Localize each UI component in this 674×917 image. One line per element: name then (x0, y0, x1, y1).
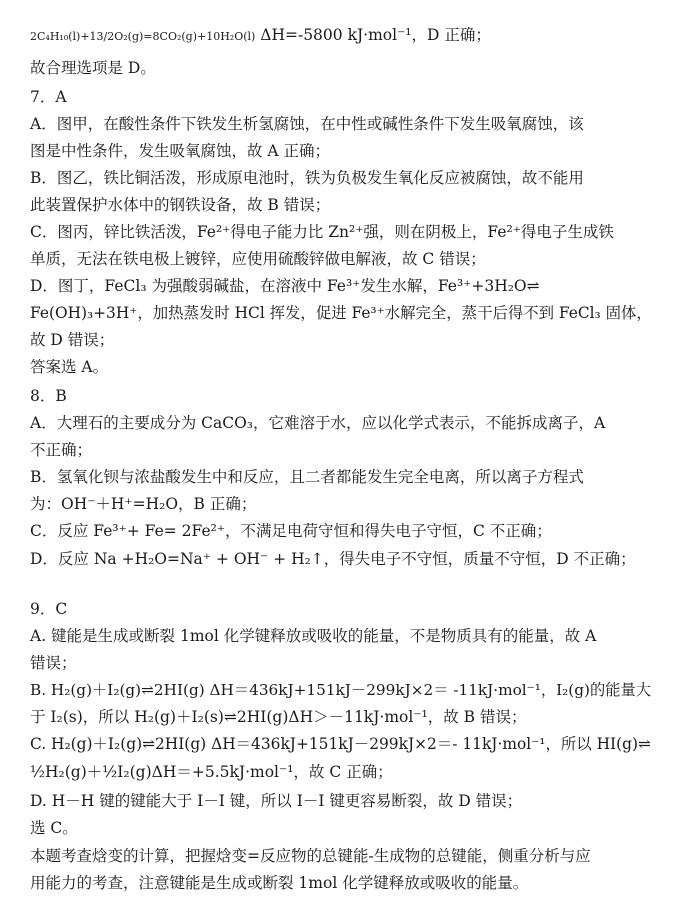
text-line: 于 I₂(s)，所以 H₂(g)＋I₂(s)⇌2HI(g)ΔH＞－11kJ·mol⁻¹，故 B 错误； (30, 708, 527, 726)
text-line: 答案选 A。 (30, 358, 109, 376)
question-number: 7．A (30, 88, 67, 106)
text-line: 故合理选项是 D。 (30, 59, 156, 77)
text-line: 为：OH⁻＋H⁺=H₂O，B 正确； (30, 495, 257, 513)
text-line: 图是中性条件，发生吸氧腐蚀，故 A 正确； (30, 142, 331, 160)
text-line: D．反应 Na +H₂O=Na⁺ + OH⁻ + H₂↑，得失电子不守恒，质量不守恒，D 不正确； (30, 550, 636, 568)
question-number: 8．B (30, 387, 67, 405)
text-line: Fe(OH)₃+3H⁺，加热蒸发时 HCl 挥发，促进 Fe³⁺水解完全，蒸干后得不到 FeCl₃ 固体， (30, 304, 652, 322)
text-line: 错误； (30, 654, 77, 672)
text-line: C. H₂(g)＋I₂(g)⇌2HI(g) ΔH＝436kJ+151kJ－299kJ×2＝- 11kJ·mol⁻¹，所以 HI(g)⇌ (30, 735, 651, 753)
text-line: C．图丙，锌比铁活泼，Fe²⁺得电子能力比 Zn²⁺强，则在阴极上，Fe²⁺得电子生成铁 (30, 223, 614, 241)
text-line: 本题考查焓变的计算，把握焓变=反应物的总键能-生成物的总键能，侧重分析与应 (30, 847, 591, 865)
text-line: A．图甲，在酸性条件下铁发生析氢腐蚀，在中性或碱性条件下发生吸氧腐蚀，该 (30, 115, 584, 133)
text-line: A. 键能是生成或断裂 1mol 化学键释放或吸收的能量，不是物质具有的能量，故 A (30, 627, 597, 645)
equation-line (30, 24, 652, 48)
text-line: C．反应 Fe³⁺+ Fe= 2Fe²⁺，不满足电荷守恒和得失电子守恒，C 不正确； (30, 522, 552, 540)
text-line: 单质，无法在铁电极上镀锌，应使用硫酸锌做电解液，故 C 错误； (30, 250, 486, 268)
text-line: B．氢氧化钡与浓盐酸发生中和反应，且二者都能发生完全电离，所以离子方程式 (30, 468, 584, 486)
text-line: 选 C。 (30, 819, 78, 837)
question-number: 9．C (30, 600, 68, 618)
text-line: 故 D 错误； (30, 331, 115, 349)
text-line: ½H₂(g)＋½I₂(g)ΔH＝+5.5kJ·mol⁻¹，故 C 正确； (30, 763, 393, 781)
text-line: 不正确； (30, 441, 93, 459)
text-line: B. H₂(g)＋I₂(g)⇌2HI(g) ΔH＝436kJ+151kJ－299kJ×2＝ -11kJ·mol⁻¹，I₂(g)的能量大 (30, 681, 652, 699)
equation-formula: 2C₄H₁₀(l)+13/2O₂(g)=8CO₂(g)+10H₂O(l) (30, 30, 256, 43)
text-line: 用能力的考查，注意键能是生成或断裂 1mol 化学键释放或吸收的能量。 (30, 874, 529, 892)
text-line: 此装置保护水体中的钢铁设备，故 B 错误； (30, 196, 331, 214)
text-line: A．大理石的主要成分为 CaCO₃，它难溶于水，应以化学式表示，不能拆成离子，A (30, 414, 606, 432)
text-line: B．图乙，铁比铜活泼，形成原电池时，铁为负极发生氧化反应被腐蚀，故不能用 (30, 169, 584, 187)
text-line: D．图丁，FeCl₃ 为强酸弱碱盐，在溶液中 Fe³⁺发生水解，Fe³⁺+3H₂O⇌ (30, 277, 540, 295)
text-line: D. H－H 键的键能大于 I－I 键，所以 I－I 键更容易断裂，故 D 错误； (30, 792, 523, 810)
equation-enthalpy: ΔH=-5800 kJ·mol⁻¹，D 正确； (255, 26, 491, 44)
